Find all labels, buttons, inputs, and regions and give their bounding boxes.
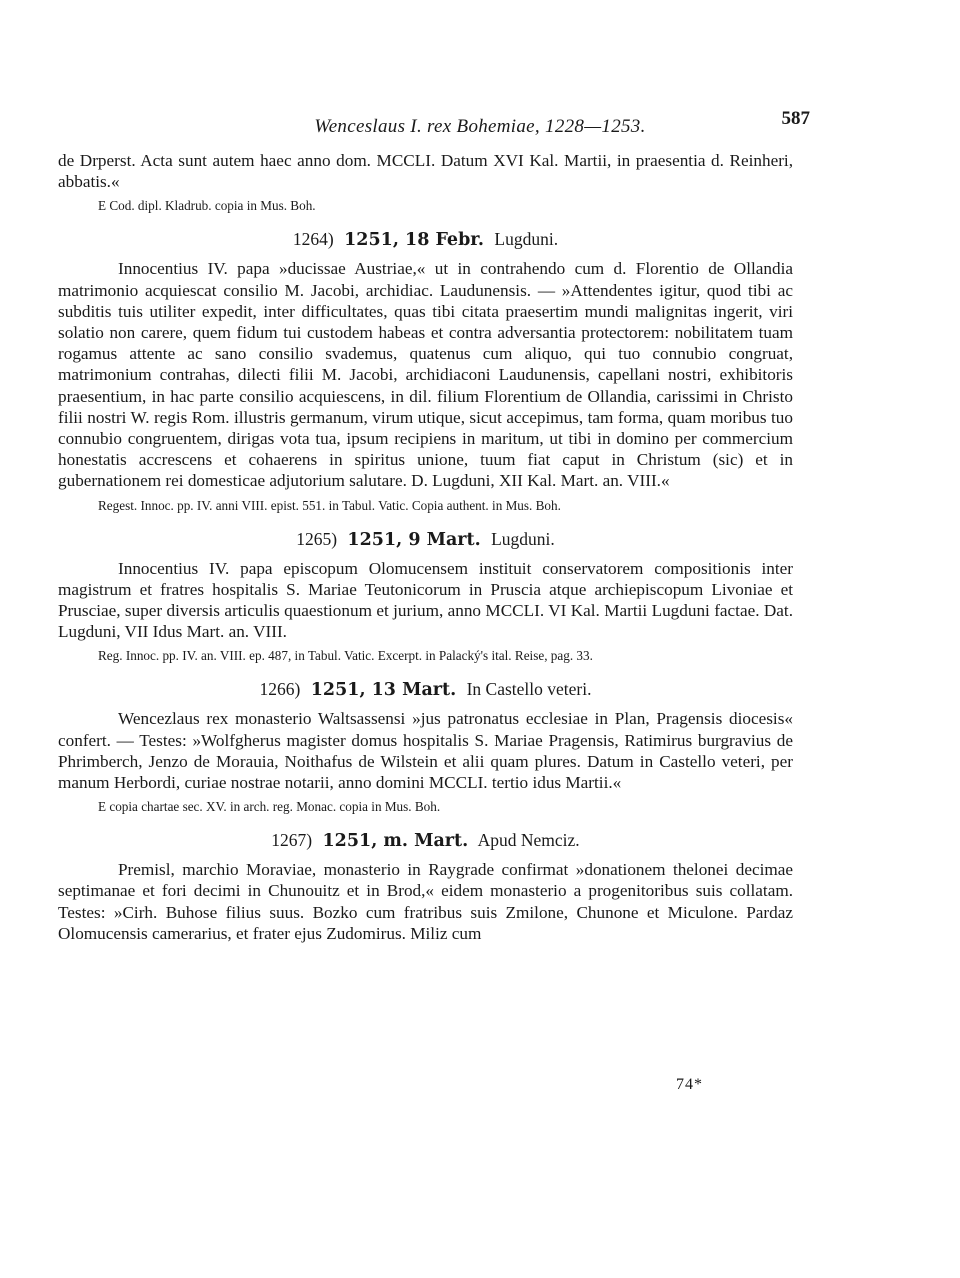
entry-heading [58,529,793,550]
entry-place: Apud Nemciz. [477,830,580,851]
signature-mark: 74* [676,1076,703,1093]
entry-date: 1251, m. Mart. [322,831,469,852]
entry-date: 1251, 18 Febr. [344,230,485,251]
page-body [58,150,793,944]
entry-place: Lugduni. [491,528,555,549]
entry-source: Reg. Innoc. pp. IV. an. VIII. ep. 487, in Tabul. Vatic. Excerpt. in Palacký's ital. Reise, pag. 33. [98,648,593,664]
entry-text: Wencezlaus rex monasterio Waltsassensi »jus patronatus ecclesiae in Plan, Pragensis diocesis« confert. — Testes: »Wolfgherus magister domus hospitalis S. Mariae Pragensis, Ratimirus burgravius de Phrimberch, Jenzo de Morauia, Noithafus de Wilstein et alii quam plures. Datum in Castello veteri, per manum Herbordi, curiae nostrae notarii, anno domini MCCLI. tertio idus Martii.« [58,709,793,793]
entry-text: Innocentius IV. papa episcopum Olomucensem instituit conservatorem compositionis inter magistrum et fratres hospitalis S. Mariae Teutonicorum in Pruscia atque archiepiscopum Livoniae et Prusciae, super diversis articulis quaestionum et jurium, anno MCCLI. VI Kal. Martii Lugduni factae. Dat. Lugduni, VII Idus Mart. an. VIII. [58,558,793,642]
entry-1267 [58,830,793,944]
entry-number: 1267) [271,830,313,851]
entry-source: E copia chartae sec. XV. in arch. reg. Monac. copia in Mus. Boh. [98,799,441,815]
entry-number: 1264) [292,229,334,250]
entry-text: Innocentius IV. papa »ducissae Austriae,« ut in contrahendo cum d. Florentio de Ollandia matrimonio acquiescat consilio M. Jacobi, archidiac. Laudunensis. — »Attendentes igitur, quod tibi ac subditis tuis utiliter expedit, inter difficultates, quas tibi citata praesertim mundi malignitas ingerit, viri solatio non carere, quem fidum tui custodem habeas et contra adversantia protectorem: nobilitatem tuam rogamus attente ac sano consilio svademus, quatenus cum aliquo, qui tuo connubio congruat, matrimonium contrahas, dilecti filii M. Jacobi, archidiaconi Laudunensis, capellani nostri, exhibitoris praesentium, in hac parte consilio acquiescens, in dil. filium Florentium de Ollandia, carissimi in Christo filii nostri W. regis Rom. illustris germanum, virum utique, sicut accepimus, tam forma, quam moribus tuo connubio congruentem, dirigas vota tua, ipsum recipiens in maritum, ut tibi in domino per commercium honestatis accrescens et cohaerens in spiritus unione, tuum fiat caput in Christum (sic) et in gubernationem rei domesticae adjutorium salutare. D. Lugduni, XII Kal. Mart. an. VIII.« [58,259,793,491]
entry-heading [58,229,793,250]
entry-heading [58,679,793,700]
prev-entry-text: de Drperst. Acta sunt autem haec anno dom. MCCLI. Datum XVI Kal. Martii, in praesentia d. Reinheri, abbatis.« [58,151,793,192]
prev-entry-source: E Cod. dipl. Kladrub. copia in Mus. Boh. [98,198,316,214]
entry-date: 1251, 9 Mart. [347,529,481,550]
entry-1265 [58,529,793,666]
page-number: 587 [781,108,810,129]
entry-number: 1265) [296,528,338,549]
entry-place: Lugduni. [494,229,559,250]
entry-place: In Castello veteri. [466,679,592,700]
page-header [0,108,960,142]
entry-date: 1251, 13 Mart. [310,680,457,701]
entry-heading [58,830,793,851]
entry-number: 1266) [259,679,301,700]
running-head: Wenceslaus I. rex Bohemiae, 1228—1253. [314,116,646,137]
entry-source: Regest. Innoc. pp. IV. anni VIII. epist. 551. in Tabul. Vatic. Copia authent. in Mus. Boh. [98,497,561,513]
entry-text: Premisl, marchio Moraviae, monasterio in Raygrade confirmat »donationem thelonei decimae septimanae et fori decimi in Chunouitz et in Brod,« eidem monasterio a progenitoribus suis collatam. Testes: »Cirh. Buhose filius suus. Bozko cum fratribus suis Zmilone, Chunone et Miculone. Pardaz Olomucensis camerarius, et frater ejus Zudomirus. Miliz cum [58,860,793,943]
entry-1264 [58,229,793,514]
entry-1266 [58,679,793,816]
